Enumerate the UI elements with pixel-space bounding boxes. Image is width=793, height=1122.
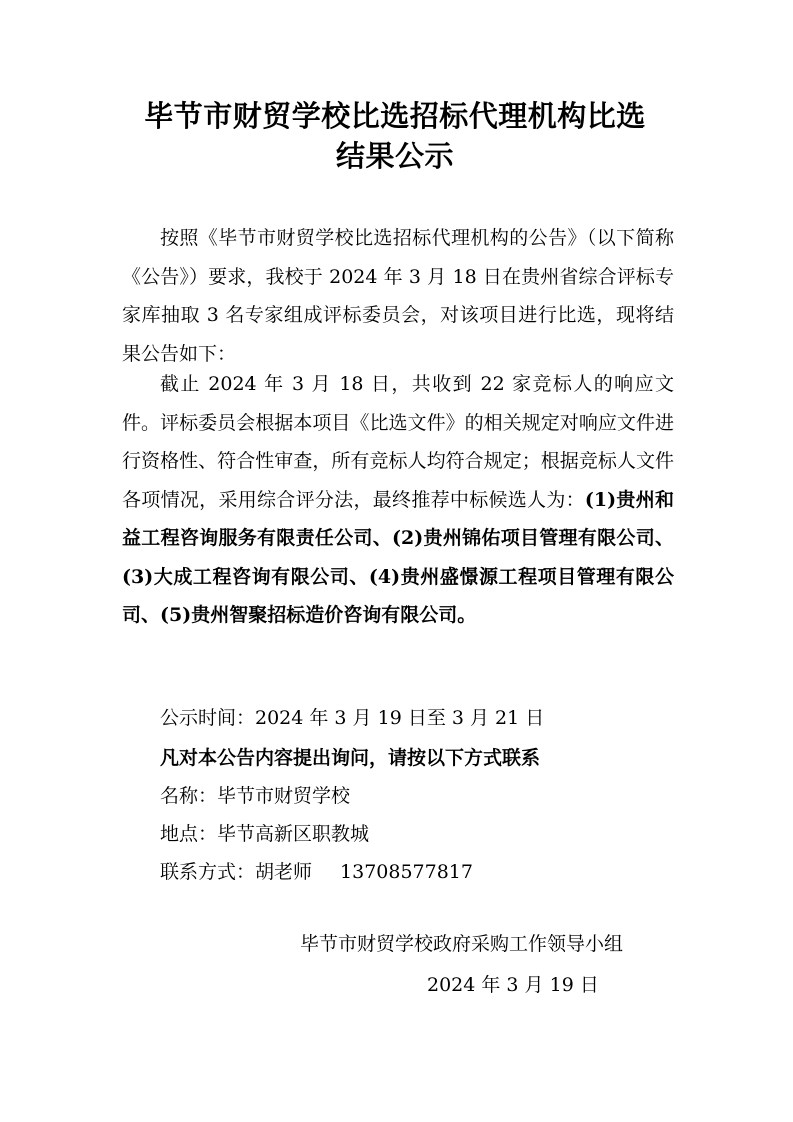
- contact-heading: 凡对本公告内容提出询问，请按以下方式联系: [160, 747, 541, 769]
- contact-phone: 13708577817: [340, 861, 473, 883]
- intro-paragraph: 按照《毕节市财贸学校比选招标代理机构的公告》（以下简称《公告》）要求，我校于 2024 年 3 月 18 日在贵州省综合评标专家库抽取 3 名专家组成评标委员会，对该项目进行比选，现将结果公告如下：: [122, 227, 674, 365]
- page-title-line-2: 结果公示: [335, 139, 454, 173]
- result-paragraph: [122, 365, 674, 635]
- contact-person: 联系方式：胡老师: [160, 861, 313, 883]
- contact-method: [160, 853, 473, 891]
- signature-date: 2024 年 3 月 19 日: [427, 974, 599, 996]
- signature-organization: 毕节市财贸学校政府采购工作领导小组: [300, 933, 624, 955]
- result-intro-text: 截止 2024 年 3 月 18 日，共收到 22 家竞标人的响应文件。评标委员会根据本项目《比选文件》的相关规定对响应文件进行资格性、符合性审查，所有竞标人均符合规定；根据竞标人文件各项情况，采用综合评分法，最终推荐中标候选人为：: [122, 373, 674, 511]
- contact-location: 地点：毕节高新区职教城: [160, 823, 370, 845]
- page-title: [130, 96, 660, 176]
- candidate-list: (1)贵州和益工程咨询服务有限责任公司、(2)贵州锦佑项目管理有限公司、(3)大成工程咨询有限公司、(4)贵州盛憬源工程项目管理有限公司、(5)贵州智聚招标造价咨询有限公司。: [122, 488, 674, 626]
- page-title-line-1: 毕节市财贸学校比选招标代理机构比选: [144, 99, 646, 133]
- contact-name: 名称：毕节市财贸学校: [160, 785, 351, 807]
- publicity-period: 公示时间：2024 年 3 月 19 日至 3 月 21 日: [160, 707, 545, 729]
